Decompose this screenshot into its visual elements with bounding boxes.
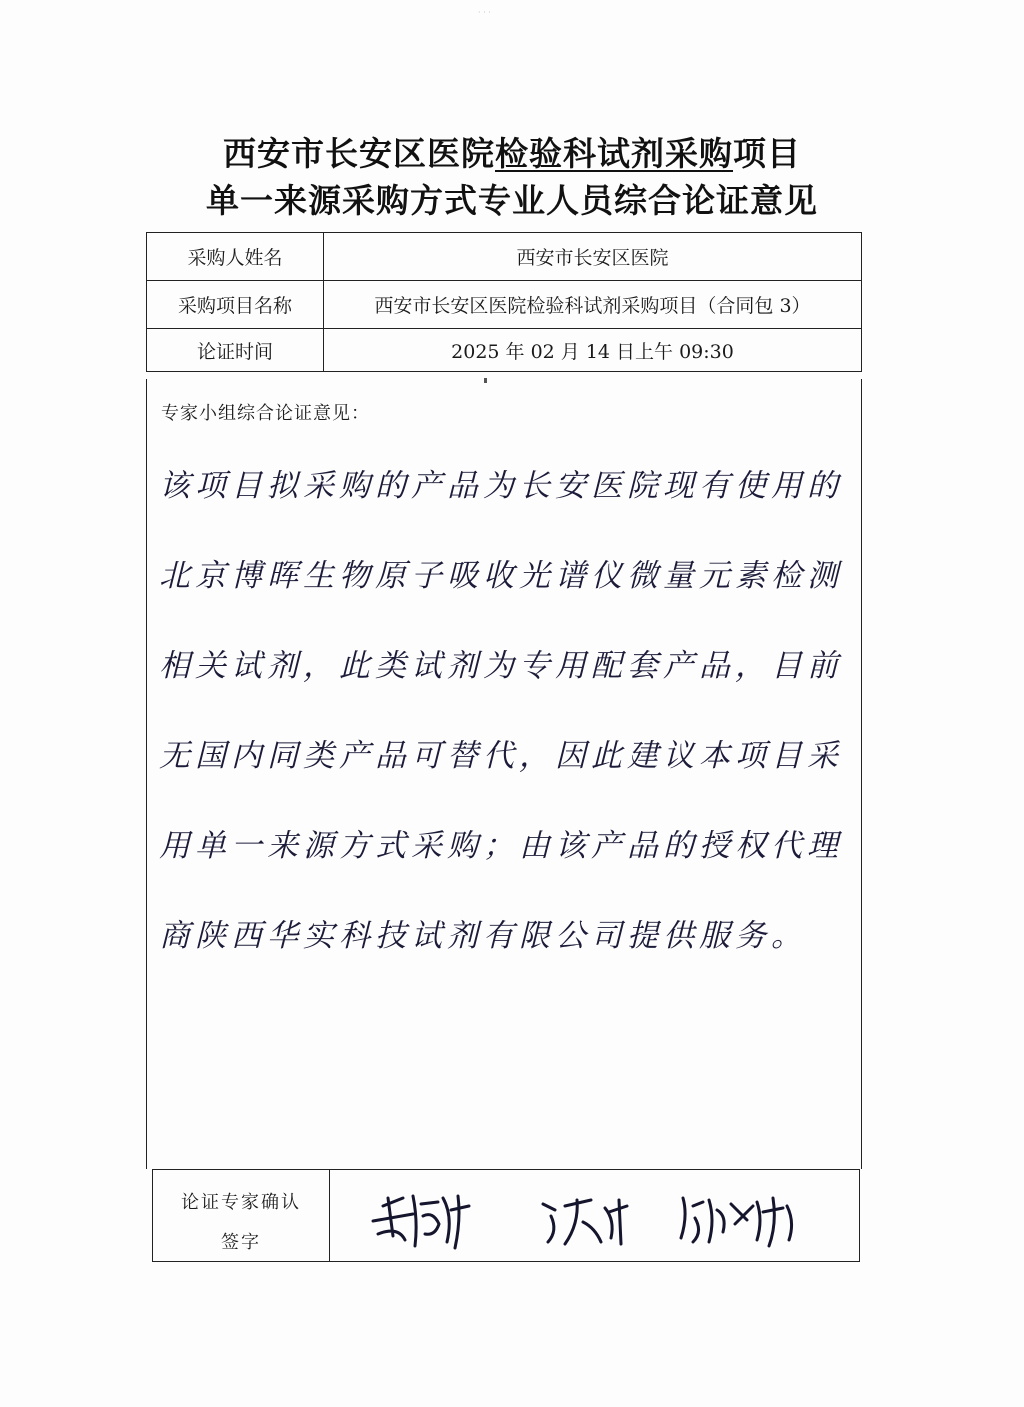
table-row-purchaser: [147, 233, 862, 281]
info-table: [146, 232, 862, 372]
title-part-a: 西安市长安区医院: [223, 134, 495, 173]
table-row-project: [147, 281, 862, 329]
purchaser-value: 西安市长安区医院: [324, 233, 862, 281]
title-line-1: [0, 128, 1024, 175]
signature-label: [153, 1170, 330, 1261]
signature-label-line2: 签字: [221, 1232, 261, 1253]
time-label: 论证时间: [147, 329, 324, 372]
title-part-c: 项目: [733, 134, 801, 173]
scan-mark: · · ·: [478, 8, 491, 17]
time-value: 2025 年 02 月 14 日上午 09:30: [324, 329, 862, 372]
project-label: 采购项目名称: [147, 281, 324, 329]
signature-row: [152, 1169, 860, 1262]
title-part-b: 检验科试剂采购: [495, 134, 733, 173]
opinion-label: 专家小组综合论证意见：: [161, 403, 370, 424]
expert-signatures: [343, 1176, 843, 1256]
project-value: 西安市长安区医院检验科试剂采购项目（合同包 3）: [324, 281, 862, 329]
signature-label-line1: 论证专家确认: [181, 1192, 301, 1213]
handwritten-opinion: 该项目拟采购的产品为长安医院现有使用的北京博晖生物原子吸收光谱仪微量元素检测相关试剂，此类试剂为专用配套产品，目前无国内同类产品可替代，因此建议本项目采用单一来源方式采购；由该产品的授权代理商陕西华实科技试剂有限公司提供服务。: [159, 468, 843, 954]
opinion-box: [146, 379, 862, 1169]
title-line-2: 单一来源采购方式专业人员综合论证意见: [206, 181, 818, 220]
table-row-time: [147, 329, 862, 372]
purchaser-label: 采购人姓名: [147, 233, 324, 281]
